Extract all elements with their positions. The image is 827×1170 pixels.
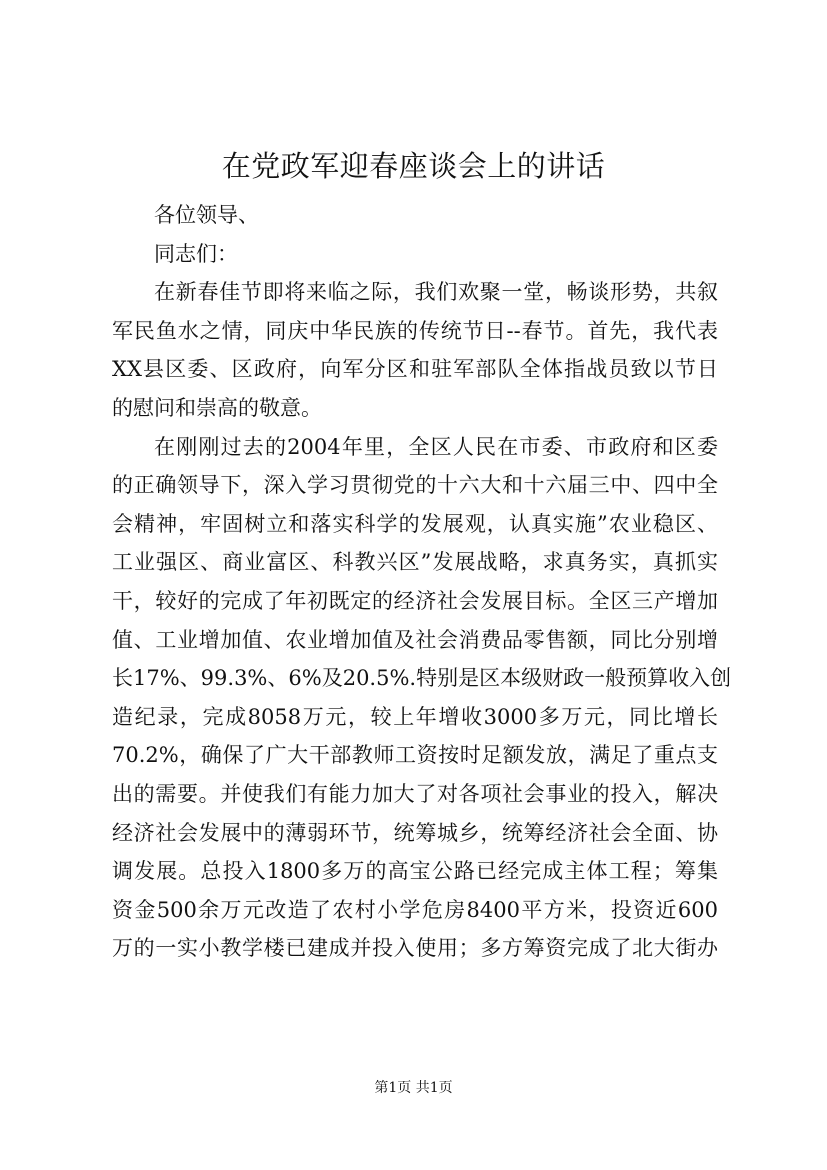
body-line: 造纪录，完成8058万元，较上年增收3000多万元，同比增长 bbox=[112, 704, 718, 729]
body-line: XX县区委、区政府，向军分区和驻军部队全体指战员致以节日 bbox=[112, 357, 718, 382]
document-title: 在党政军迎春座谈会上的讲话 bbox=[221, 149, 606, 183]
body-line: 在新春佳节即将来临之际，我们欢聚一堂，畅谈形势，共叙 bbox=[154, 280, 718, 305]
body-line: 的正确领导下，深入学习贯彻党的十六大和十六届三中、四中全 bbox=[112, 473, 718, 498]
body-line: 出的需要。并使我们有能力加大了对各项社会事业的投入，解决 bbox=[112, 781, 718, 806]
body-line: 会精神，牢固树立和落实科学的发展观，认真实施”农业稳区、 bbox=[112, 511, 718, 536]
page-footer: 第1页 共1页 bbox=[374, 1080, 453, 1096]
body-line: 的慰问和崇高的敬意。 bbox=[112, 395, 322, 420]
body-line: 干，较好的完成了年初既定的经济社会发展目标。全区三产增加 bbox=[112, 588, 718, 613]
body-line: 在刚刚过去的2004年里，全区人民在市委、市政府和区委 bbox=[154, 434, 718, 459]
body-line: 长17%、99.3%、6%及20.5%.特别是区本级财政一般预算收入创 bbox=[112, 666, 732, 691]
body-line: 70.2%，确保了广大干部教师工资按时足额发放，满足了重点支 bbox=[112, 743, 718, 768]
body-line: 调发展。总投入1800多万的高宝公路已经完成主体工程；筹集 bbox=[112, 859, 718, 884]
body-line: 万的一实小教学楼已建成并投入使用；多方筹资完成了北大街办 bbox=[112, 936, 718, 961]
body-line: 军民鱼水之情，同庆中华民族的传统节日--春节。首先，我代表 bbox=[112, 318, 718, 343]
document-body bbox=[112, 196, 732, 968]
body-line: 资金500余万元改造了农村小学危房8400平方米，投资近600 bbox=[112, 897, 718, 922]
body-line: 经济社会发展中的薄弱环节，统筹城乡，统筹经济社会全面、协 bbox=[112, 820, 718, 845]
body-line: 同志们： bbox=[154, 241, 238, 266]
body-line: 工业强区、商业富区、科教兴区”发展战略，求真务实，真抓实 bbox=[112, 550, 718, 575]
body-line: 各位领导、 bbox=[154, 203, 259, 227]
body-line: 值、工业增加值、农业增加值及社会消费品零售额，同比分别增 bbox=[112, 627, 718, 652]
